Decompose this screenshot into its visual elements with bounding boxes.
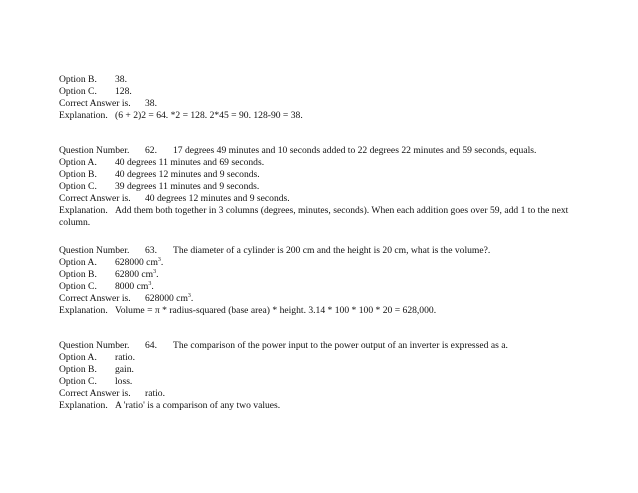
option-label: Option C. [59, 181, 97, 192]
answer-label: Correct Answer is. [59, 293, 131, 304]
option-text-end: . [156, 269, 159, 280]
correct-answer-row [59, 293, 193, 305]
superscript: 3 [187, 293, 191, 299]
question-text: 17 degrees 49 minutes and 10 seconds added to 22 degrees 22 minutes and 59 seconds, equals. [173, 145, 537, 156]
question-text: The diameter of a cylinder is 200 cm and the height is 20 cm, what is the volume?. [173, 245, 491, 256]
question-row [59, 245, 490, 257]
option-text-end: . [151, 281, 154, 292]
explanation-text: (6 + 2)2 = 64. *2 = 128. 2*45 = 90. 128-90 = 38. [115, 110, 303, 121]
explanation-text: Add them both together in 3 columns (degrees, minutes, seconds). When each addition goes over 59, add 1 to the next column. [59, 205, 569, 228]
option-a-row [59, 352, 135, 364]
question-number: 63. [145, 245, 157, 256]
option-c-row [59, 86, 132, 98]
option-a-row [59, 257, 163, 269]
option-c-row [59, 181, 259, 193]
superscript: 3 [148, 281, 152, 287]
question-number: 62. [145, 145, 157, 156]
option-label: Option B. [59, 74, 97, 85]
option-text: 40 degrees 12 minutes and 9 seconds. [115, 169, 260, 180]
option-text: 628000 cm [115, 257, 158, 268]
option-label: Option C. [59, 281, 97, 292]
option-label: Option A. [59, 157, 97, 168]
option-text: 8000 cm [115, 281, 149, 292]
option-label: Option B. [59, 269, 97, 280]
explanation-label: Explanation. [59, 305, 108, 316]
option-c-row [59, 281, 154, 293]
correct-answer-row [59, 98, 157, 110]
option-text: gain. [115, 364, 134, 375]
option-label: Option B. [59, 169, 97, 180]
question-number-label: Question Number. [59, 245, 130, 256]
option-b-row [59, 269, 159, 281]
option-label: Option A. [59, 352, 97, 363]
option-text: 40 degrees 11 minutes and 69 seconds. [115, 157, 265, 168]
question-row [59, 340, 508, 352]
explanation-label: Explanation. [59, 400, 108, 411]
option-a-row [59, 157, 264, 169]
answer-text: ratio. [145, 388, 165, 399]
superscript: 3 [157, 257, 161, 263]
option-text: 128. [115, 86, 132, 97]
answer-text: 38. [145, 98, 157, 109]
explanation-text: Volume = π * radius-squared (base area) * height. 3.14 * 100 * 100 * 20 = 628,000. [115, 305, 437, 316]
explanation-row [59, 205, 587, 229]
correct-answer-row [59, 388, 165, 400]
explanation-row [59, 305, 436, 317]
correct-answer-row [59, 193, 290, 205]
explanation-label: Explanation. [59, 110, 108, 121]
answer-label: Correct Answer is. [59, 98, 131, 109]
explanation-row [59, 400, 280, 412]
question-row [59, 145, 536, 157]
option-text: loss. [115, 376, 133, 387]
option-label: Option B. [59, 364, 97, 375]
answer-label: Correct Answer is. [59, 388, 131, 399]
answer-label: Correct Answer is. [59, 193, 131, 204]
option-c-row [59, 376, 132, 388]
question-number-label: Question Number. [59, 145, 130, 156]
answer-text-end: . [190, 293, 194, 304]
option-text: ratio. [115, 352, 135, 363]
answer-text: 628000 cm [145, 293, 188, 304]
answer-text: 40 degrees 12 minutes and 9 seconds. [145, 193, 290, 204]
explanation-label: Explanation. [59, 205, 108, 216]
option-text-end: . [160, 257, 164, 268]
option-b-row [59, 364, 134, 376]
option-text: 38. [115, 74, 127, 85]
option-label: Option C. [59, 376, 97, 387]
option-label: Option C. [59, 86, 97, 97]
question-text: The comparison of the power input to the power output of an inverter is expressed as a. [173, 340, 508, 351]
question-number-label: Question Number. [59, 340, 130, 351]
option-text: 39 degrees 11 minutes and 9 seconds. [115, 181, 260, 192]
option-b-row [59, 169, 260, 181]
explanation-row [59, 110, 303, 122]
option-label: Option A. [59, 257, 97, 268]
option-b-row [59, 74, 127, 86]
superscript: 3 [153, 269, 157, 275]
option-text: 62800 cm [115, 269, 154, 280]
question-number: 64. [145, 340, 157, 351]
explanation-text: A 'ratio' is a comparison of any two values. [115, 400, 281, 411]
